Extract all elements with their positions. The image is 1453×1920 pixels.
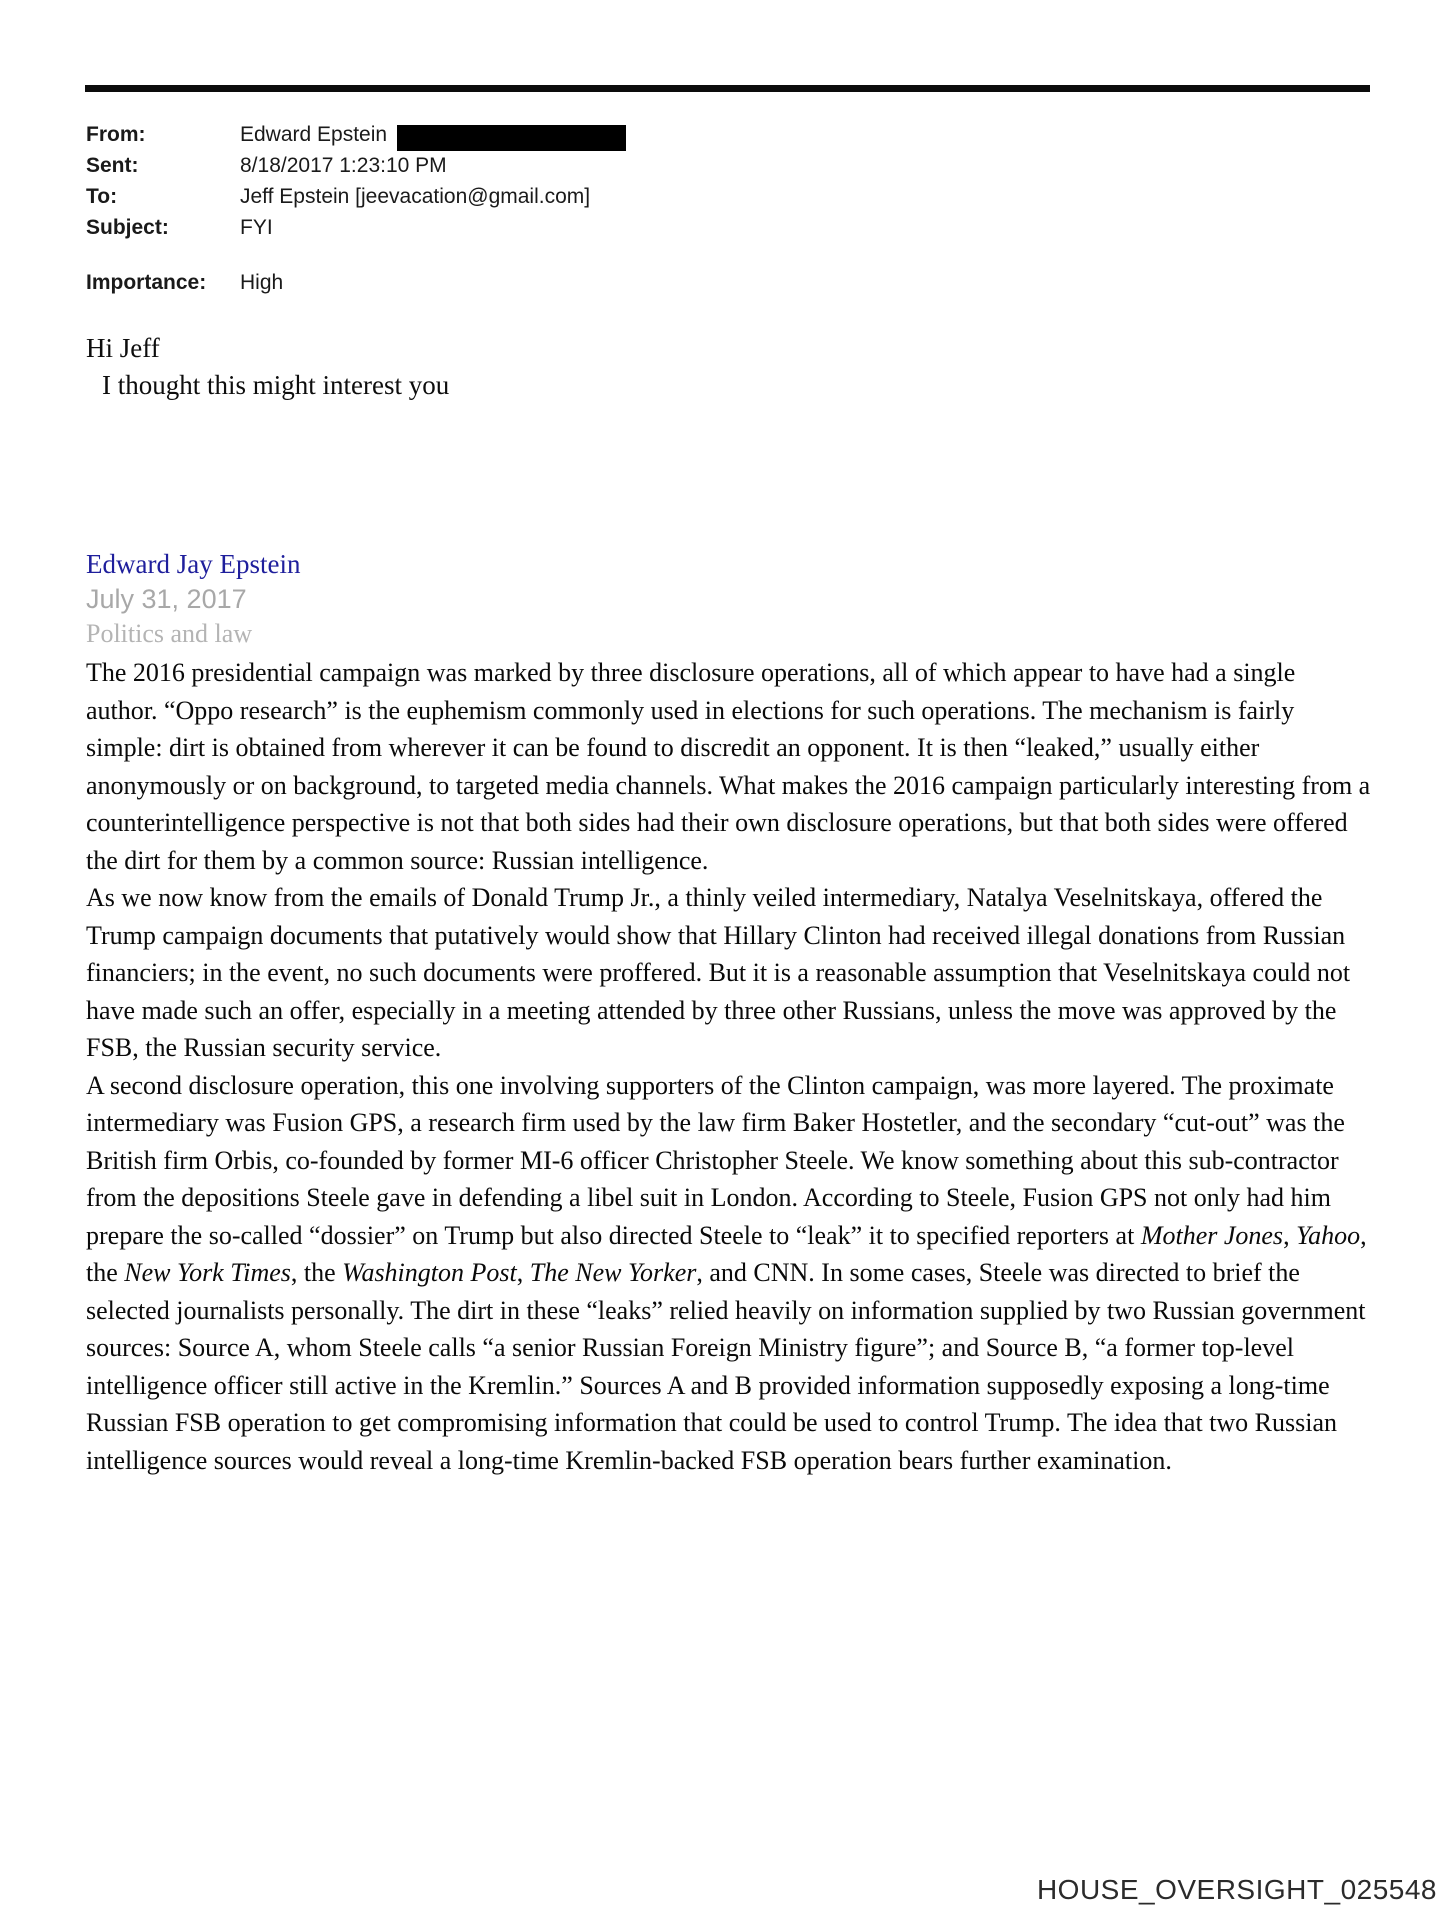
message-body bbox=[86, 330, 449, 404]
email-subject-label: Subject: bbox=[86, 216, 169, 239]
email-from-value bbox=[240, 119, 626, 150]
greeting-line: Hi Jeff bbox=[86, 333, 160, 363]
article-category: Politics and law bbox=[86, 619, 253, 648]
email-from-name: Edward Epstein bbox=[240, 123, 388, 146]
email-importance-label: Importance: bbox=[86, 271, 207, 294]
header-divider-rule bbox=[85, 85, 1370, 92]
email-importance-value: High bbox=[240, 271, 284, 294]
email-sent-value: 8/18/2017 1:23:10 PM bbox=[240, 154, 447, 177]
message-line: I thought this might interest you bbox=[102, 370, 450, 400]
email-header bbox=[86, 119, 626, 298]
email-from-row bbox=[86, 119, 626, 150]
email-to-label: To: bbox=[86, 185, 118, 208]
redaction-box bbox=[397, 125, 626, 151]
article-body bbox=[86, 654, 1371, 1479]
article-paragraph-2: As we now know from the emails of Donald Trump Jr., a thinly veiled intermediary, Natalya Veselnitskaya, offered the Trump campaign documents that putatively would show that Hillary Clinton had received illegal donations from Russian financiers; in the event, no such documents were proffered. But it is a reasonable assumption that Veselnitskaya could not have made such an offer, especially in a meeting attended by three other Russians, unless the move was approved by the FSB, the Russian security service. bbox=[86, 883, 1351, 1062]
email-from-label: From: bbox=[86, 123, 146, 146]
email-to-value: Jeff Epstein [jeevacation@gmail.com] bbox=[240, 185, 591, 208]
forwarded-article bbox=[86, 549, 1371, 1479]
email-sent-row bbox=[86, 150, 626, 181]
email-subject-value: FYI bbox=[240, 216, 273, 239]
email-to-row bbox=[86, 181, 626, 212]
article-date: July 31, 2017 bbox=[86, 584, 247, 614]
email-subject-row bbox=[86, 212, 626, 243]
bates-number: HOUSE_OVERSIGHT_025548 bbox=[1036, 1874, 1437, 1905]
email-importance-row bbox=[86, 267, 626, 298]
author-link[interactable]: Edward Jay Epstein bbox=[86, 549, 301, 579]
article-paragraph-1: The 2016 presidential campaign was marked by three disclosure operations, all of which appear to have had a single author. “Oppo research” is the euphemism commonly used in elections for such operations. The mechanism is fairly simple: dirt is obtained from wherever it can be found to discredit an opponent. It is then “leaked,” usually either anonymously or on background, to targeted media channels. What makes the 2016 campaign particularly interesting from a counterintelligence perspective is not that both sides had their own disclosure operations, but that both sides were offered the dirt for them by a common source: Russian intelligence. bbox=[86, 658, 1371, 875]
email-sent-label: Sent: bbox=[86, 154, 139, 177]
article-paragraph-3: A second disclosure operation, this one involving supporters of the Clinton campaign, was more layered. The proximate intermediary was Fusion GPS, a research firm used by the law firm Baker Hostetler, and the secondary “cut-out” was the British firm Orbis, co-founded by former MI-6 officer Christopher Steele. We know something about this sub-contractor from the depositions Steele gave in defending a libel suit in London. According to Steele, Fusion GPS not only had him prepare the so-called “dossier” on Trump but also directed Steele to “leak” it to specified reporters at Mother Jones, Yahoo, the New York Times, the Washington Post, The New Yorker, and CNN. In some cases, Steele was directed to brief the selected journalists personally. The dirt in these “leaks” relied heavily on information supplied by two Russian government sources: Source A, whom Steele calls “a senior Russian Foreign Ministry figure”; and Source B, “a former top-level intelligence officer still active in the Kremlin.” Sources A and B provided information supposedly exposing a long-time Russian FSB operation to get compromising information that could be used to control Trump. The idea that two Russian intelligence sources would reveal a long-time Kremlin-backed FSB operation bears further examination. bbox=[86, 1070, 1367, 1475]
